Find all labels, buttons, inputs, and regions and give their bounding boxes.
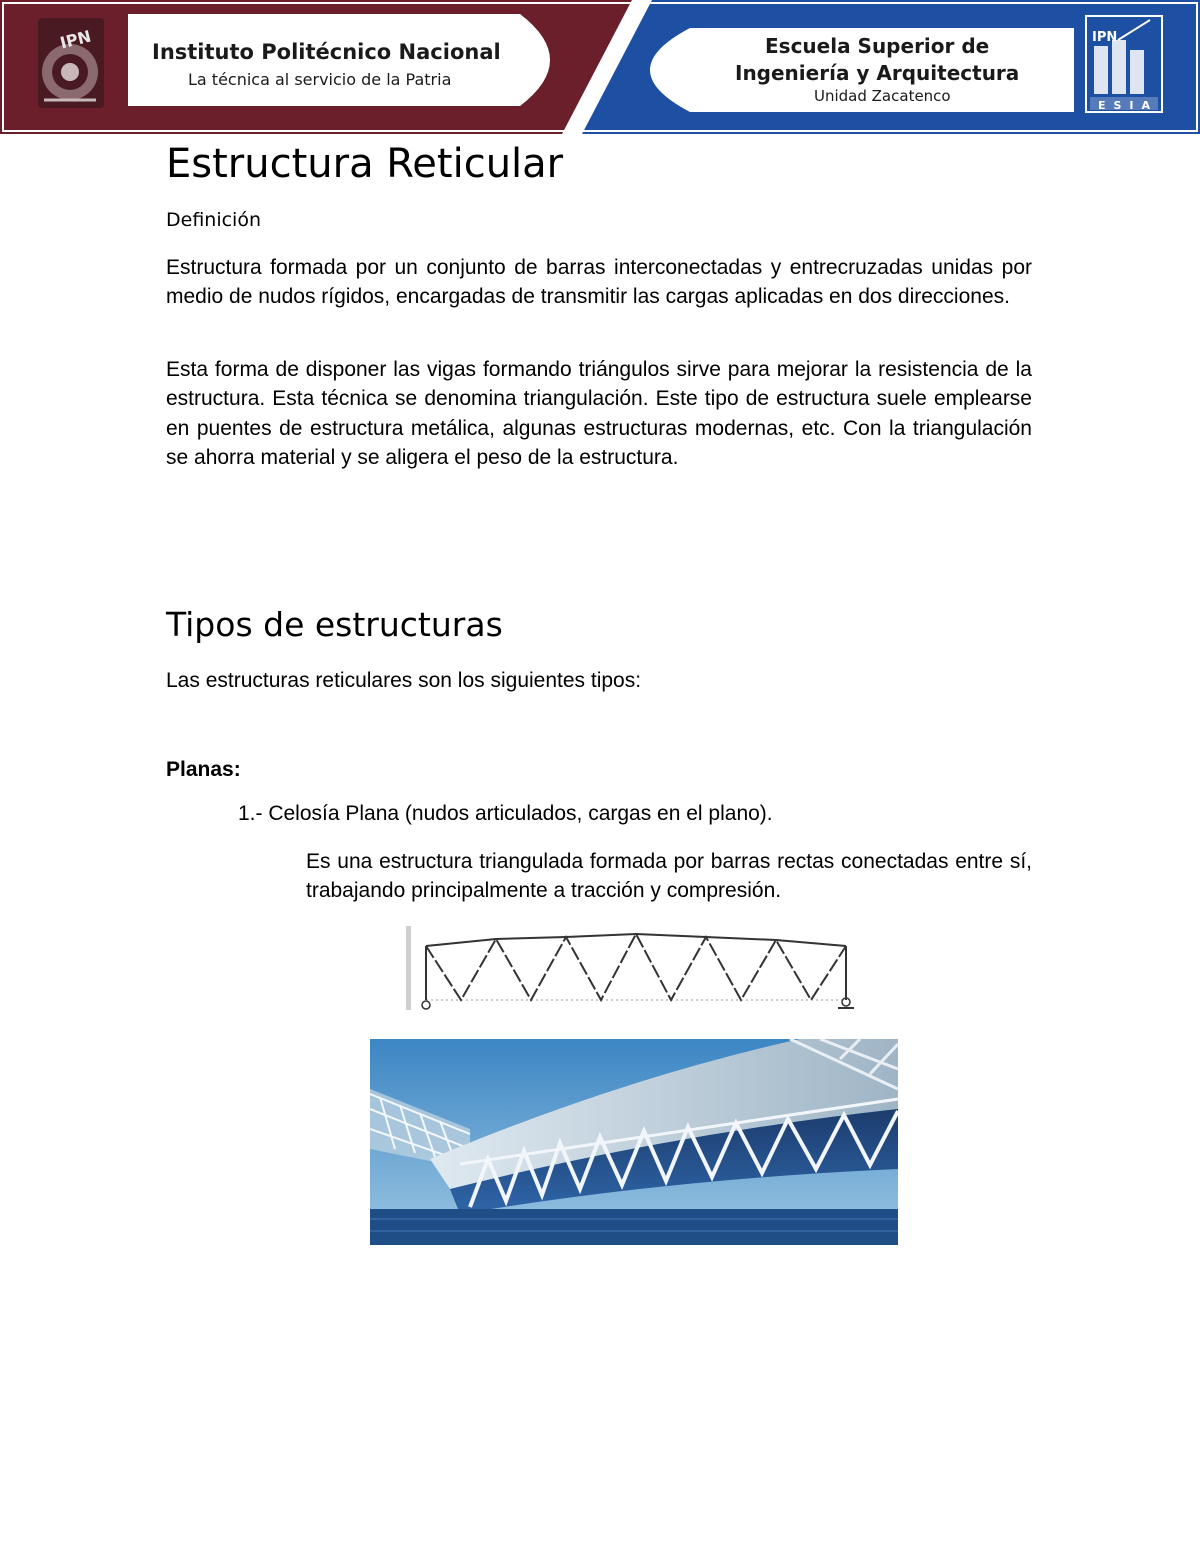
school-unit: Unidad Zacatenco bbox=[814, 87, 951, 105]
esia-logo-text: ESIA bbox=[1098, 99, 1159, 112]
school-name-line2: Ingeniería y Arquitectura bbox=[735, 61, 1020, 85]
header-banner bbox=[0, 0, 1200, 137]
list-item-celosia-plana: 1.- Celosía Plana (nudos articulados, cargas en el plano). bbox=[238, 802, 773, 825]
esia-logo-ipn-text: IPN bbox=[1092, 30, 1118, 45]
definition-heading: Definición bbox=[166, 209, 261, 231]
triangulation-paragraph: Esta forma de disponer las vigas formando triángulos sirve para mejorar la resistencia de la estructura. Esta técnica se denomina triangulación. Este tipo de estructura suele emplearse en puentes de estructura metálica, algunas estructuras modernas, etc. Con la triangulación se ahorra material y se aligera el peso de la estructura. bbox=[166, 358, 1032, 469]
ipn-logo-text: IPN bbox=[58, 26, 93, 53]
truss-diagram bbox=[406, 926, 856, 1012]
banner-graphic bbox=[0, 0, 1200, 137]
definition-paragraph: Estructura formada por un conjunto de barras interconectadas y entrecruzadas unidas por medio de nudos rígidos, encargadas de transmitir las cargas aplicadas en dos direcciones. bbox=[166, 256, 1032, 309]
document-title: Estructura Reticular bbox=[166, 141, 564, 187]
stadium-roof-photo bbox=[370, 1039, 898, 1245]
school-name-line1: Escuela Superior de bbox=[765, 34, 990, 58]
institution-name: Instituto Politécnico Nacional bbox=[152, 40, 501, 64]
section-title: Tipos de estructuras bbox=[166, 605, 503, 644]
section-intro: Las estructuras reticulares son los siguientes tipos: bbox=[166, 669, 642, 692]
celosia-plana-description: Es una estructura triangulada formada por barras rectas conectadas entre sí, trabajando principalmente a tracción y compresión. bbox=[306, 850, 1032, 903]
institution-motto: La técnica al servicio de la Patria bbox=[188, 70, 452, 89]
planas-label: Planas: bbox=[166, 758, 241, 781]
